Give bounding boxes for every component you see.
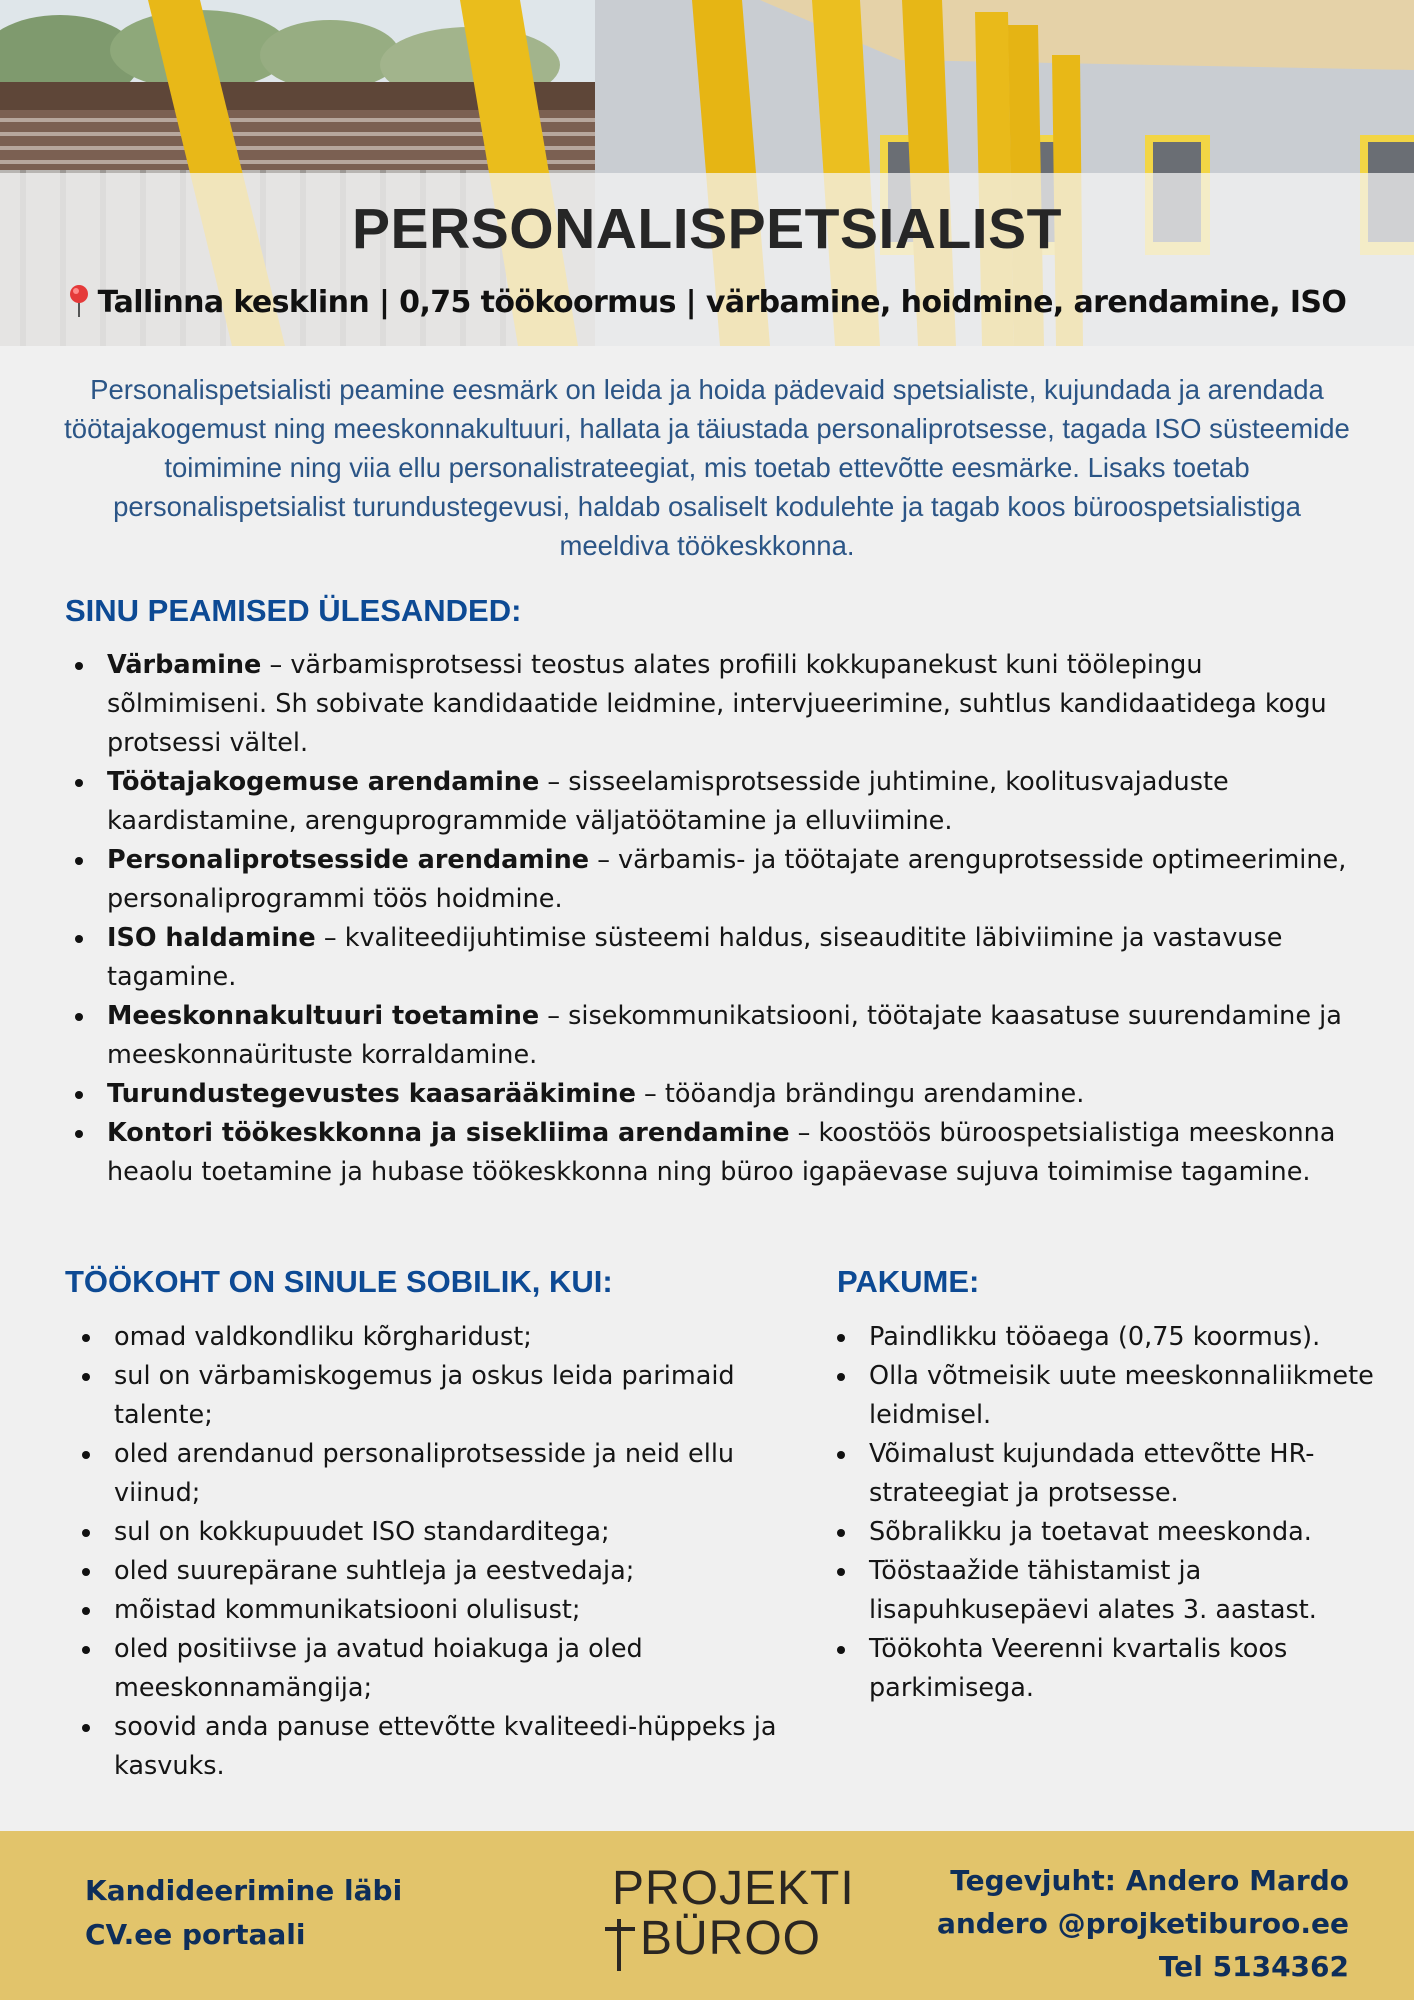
job-title: PERSONALISPETSIALIST [352, 197, 1062, 261]
list-item: Meeskonnakultuuri toetamine – sisekommunikatsiooni, töötajate kaasatuse suurendamine ja meeskonnaürituste korraldamine. [65, 997, 1355, 1075]
contact-email[interactable]: andero @projketiburoo.ee [936, 1907, 1349, 1940]
list-item: Olla võtmeisik uute meeskonnaliikmete leidmisel. [827, 1357, 1387, 1435]
apply-line: Kandideerimine läbi [85, 1874, 403, 1907]
job-subtitle-text: Tallinna kesklinn | 0,75 töökoormus | värbamine, hoidmine, arendamine, ISO [97, 285, 1347, 320]
list-item: sul on värbamiskogemus ja oskus leida parimaid talente; [72, 1357, 812, 1435]
list-item: Sõbralikku ja toetavat meeskonda. [827, 1513, 1387, 1552]
job-subtitle [0, 278, 1414, 320]
hero-banner [0, 0, 1414, 346]
application-info [85, 1869, 402, 1957]
list-item: Värbamine – värbamisprotsessi teostus alates profiili kokkupanekust kuni töölepingu sõlmimiseni. Sh sobivate kandidaatide leidmine, intervjueerimine, suhtlus kandidaatidega kogu protsessi vältel. [65, 646, 1355, 763]
list-item: oled positiivse ja avatud hoiakuga ja oled meeskonnamängija; [72, 1630, 812, 1708]
list-item: oled suurepärane suhtleja ja eestvedaja; [72, 1552, 812, 1591]
list-item: Töökohta Veerenni kvartalis koos parkimisega. [827, 1630, 1387, 1708]
list-item: Turundustegevustes kaasarääkimine – tööandja brändingu arendamine. [65, 1075, 1355, 1114]
company-logo [600, 1861, 855, 1971]
list-item: Võimalust kujundada ettevõtte HR-strateegiat ja protsesse. [827, 1435, 1387, 1513]
contact-info [937, 1859, 1349, 1988]
list-item: Personaliprotsesside arendamine – värbamis- ja töötajate arenguprotsesside optimeerimine, personaliprogrammi töös hoidmine. [65, 841, 1355, 919]
intro-paragraph: Personalispetsialisti peamine eesmärk on leida ja hoida pädevaid spetsialiste, kujundada ja arendada töötajakogemust ning meeskonnakultuuri, hallata ja täiustada personaliprotsesse, tagada ISO süsteemide toimimine ning viia ellu personalistrateegiat, mis toetab ettevõtte eesmärke. Lisaks toetab personalispetsialist turundustegevusi, haldab osaliselt kodulehte ja tagab koos büroospetsialistiga meeldiva töökeskkonna. [64, 374, 1350, 561]
list-item: Paindlikku tööaega (0,75 koormus). [827, 1318, 1387, 1357]
apply-link[interactable]: CV.ee portaali [85, 1918, 306, 1951]
list-item: Kontori töökeskkonna ja sisekliima arendamine – koostöös büroospetsialistiga meeskonna heaolu toetamine ja hubase töökeskkonna ning büroo igapäevase sujuva toimimise tagamine. [65, 1114, 1355, 1192]
list-item: ISO haldamine – kvaliteedijuhtimise süsteemi haldus, siseauditite läbiviimine ja vastavuse tagamine. [65, 919, 1355, 997]
tasks-list [65, 646, 1355, 1192]
logo-text-bottom: BÜROO [640, 1912, 822, 1965]
logo-text-top: PROJEKTI [612, 1862, 855, 1915]
offer-list [827, 1318, 1387, 1708]
map-pin-icon [68, 284, 90, 318]
list-item: Töötajakogemuse arendamine – sisseelamisprotsesside juhtimine, koolitusvajaduste kaardistamine, arenguprogrammide väljatöötamine ja elluviimine. [65, 763, 1355, 841]
list-item: Tööstaažide tähistamist ja lisapuhkusepäevi alates 3. aastast. [827, 1552, 1387, 1630]
list-item: omad valdkondliku kõrgharidust; [72, 1318, 812, 1357]
list-item: soovid anda panuse ettevõtte kvaliteedi-hüppeks ja kasvuks. [72, 1708, 812, 1786]
footer [0, 1831, 1414, 2000]
list-item: sul on kokkupuudet ISO standarditega; [72, 1513, 812, 1552]
contact-name: Tegevjuht: Andero Mardo [950, 1864, 1349, 1897]
offer-heading: PAKUME: [837, 1264, 980, 1299]
contact-phone[interactable]: Tel 5134362 [1158, 1950, 1349, 1983]
requirements-list [72, 1318, 812, 1786]
tasks-heading: SINU PEAMISED ÜLESANDED: [65, 593, 522, 628]
list-item: mõistad kommunikatsiooni olulisust; [72, 1591, 812, 1630]
requirements-heading: TÖÖKOHT ON SINULE SOBILIK, KUI: [65, 1264, 613, 1299]
list-item: oled arendanud personaliprotsesside ja neid ellu viinud; [72, 1435, 812, 1513]
